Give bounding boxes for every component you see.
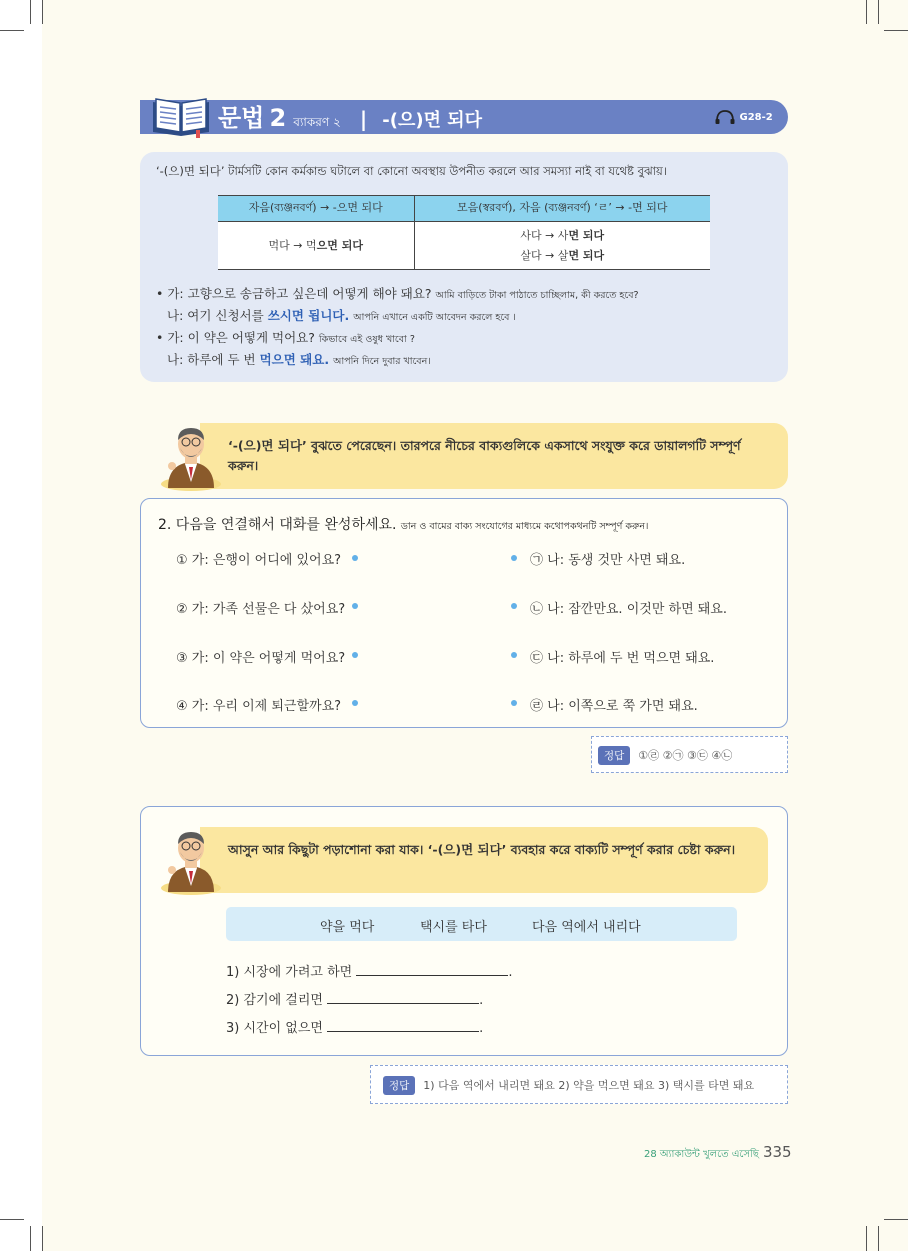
grammar-bn-label: ব্যাকরণ ২ bbox=[293, 115, 341, 129]
right-connector-dot[interactable] bbox=[511, 555, 517, 561]
left-item: ③ 가: 이 약은 어떻게 먹어요? bbox=[176, 651, 346, 666]
answer-box bbox=[591, 736, 788, 773]
word-bank-item: 다음 역에서 내리다 bbox=[532, 920, 641, 935]
answer-box bbox=[370, 1065, 788, 1104]
right-item: ㉡ 나: 잠깐만요. 이것만 하면 돼요. bbox=[530, 602, 728, 617]
left-connector-dot[interactable] bbox=[352, 652, 358, 658]
fill-item: 3) 시간이 없으면 . bbox=[226, 1021, 484, 1036]
crop-mark bbox=[0, 30, 24, 31]
crop-mark bbox=[884, 1219, 908, 1220]
fill-item: 2) 감기에 걸리면 . bbox=[226, 993, 484, 1008]
answer-text: 1) 다음 역에서 내리면 돼요 2) 약을 먹으면 돼요 3) 택시를 타면 돼요 bbox=[423, 1079, 755, 1092]
right-item: ㉣ 나: 이쪽으로 쭉 가면 돼요. bbox=[530, 699, 698, 714]
crop-mark bbox=[878, 1226, 879, 1251]
left-item: ④ 가: 우리 이제 퇴근할까요? bbox=[176, 699, 342, 714]
page-number: 335 bbox=[762, 1143, 792, 1161]
answer-tag: 정답 bbox=[598, 746, 630, 765]
example-line: 나: 하루에 두 번 먹으면 돼요. আপনি দিনে দুবার খাবেন। bbox=[167, 352, 431, 367]
grammar-label: 문법 bbox=[218, 104, 265, 132]
audio-code: G28-2 bbox=[739, 112, 773, 123]
audio-track[interactable] bbox=[714, 108, 773, 128]
example-line: • 가: 이 약은 어떻게 먹어요? কিভাবে এই ওষুধ খাবো ? bbox=[156, 330, 415, 345]
teacher-icon bbox=[158, 420, 224, 492]
table-header: 자음(ব্যঞ্জনবর্ণ) → -으면 되다 bbox=[218, 196, 414, 222]
left-connector-dot[interactable] bbox=[352, 555, 358, 561]
answer-blank[interactable] bbox=[356, 964, 508, 976]
fill-item: 1) 시장에 가려고 하면 . bbox=[226, 965, 513, 980]
crop-mark bbox=[42, 0, 43, 24]
table-header: 모음(স্বরবর্ণ), 자음 (ব্যঞ্জনবর্ণ) ‘ㄹ’ → -면 되다 bbox=[414, 196, 710, 222]
answer-blank[interactable] bbox=[327, 1020, 479, 1032]
book-icon bbox=[150, 94, 212, 138]
example-line: • 가: 고향으로 송금하고 싶은데 어떻게 해야 돼요? আমি বাড়িতে টাকা পাঠাতে চাচ্ছিলাম, কী করতে হবে? bbox=[156, 286, 639, 301]
headphones-icon bbox=[714, 109, 736, 125]
exercise-title: 2. 다음을 연결해서 대화를 완성하세요. ডান ও বামের বাক্য সংযোগের মাধ্যমে কথোপকথনটি সম্পূর্ণ করুন। bbox=[158, 517, 649, 533]
crop-mark bbox=[866, 0, 867, 24]
instruction-bubble bbox=[200, 827, 768, 893]
grammar-title bbox=[218, 101, 482, 135]
right-connector-dot[interactable] bbox=[511, 603, 517, 609]
right-connector-dot[interactable] bbox=[511, 700, 517, 706]
page-footer bbox=[644, 1142, 792, 1164]
left-connector-dot[interactable] bbox=[352, 700, 358, 706]
grammar-number: 2 bbox=[269, 104, 287, 132]
grammar-pattern: -(으)면 되다 bbox=[382, 110, 483, 131]
table-cell: 먹다 → 먹으면 되다 bbox=[218, 222, 414, 270]
lesson-title: 28 অ্যাকাউন্ট খুলতে এসেছি bbox=[644, 1149, 759, 1160]
left-item: ① 가: 은행이 어디에 있어요? bbox=[176, 553, 342, 568]
answer-blank[interactable] bbox=[327, 992, 479, 1004]
instruction-text: আসুন আর কিছুটা পড়াশোনা করা যাক। ‘-(으)면 되다’ ব্যবহার করে বাক্যটি সম্পূর্ণ করার চেষ্টা করুন। bbox=[228, 842, 736, 857]
crop-mark bbox=[30, 0, 31, 24]
crop-mark bbox=[866, 1226, 867, 1251]
teacher-icon bbox=[158, 824, 224, 896]
left-connector-dot[interactable] bbox=[352, 603, 358, 609]
crop-mark bbox=[0, 1219, 24, 1220]
grammar-description: ‘-(으)면 되다’ টার্মসটি কোন কর্মকান্ড ঘটালে বা কোনো অবস্থায় উপনীত করলে আর সমস্যা নাই বা যথেষ্ট বুঝায়। bbox=[156, 164, 667, 178]
answer-tag: 정답 bbox=[383, 1076, 415, 1095]
instruction-text: ‘-(으)면 되다’ বুঝতে পেরেছেন। তারপরে নীচের বাক্যগুলিকে একসাথে সংযুক্ত করে ডায়ালগটি সম্পূর্ণ করুন। bbox=[228, 438, 741, 473]
conjugation-table bbox=[218, 195, 710, 270]
grammar-separator: | bbox=[359, 107, 368, 131]
table-cell: 사다 → 사면 되다 살다 → 살면 되다 bbox=[414, 222, 710, 270]
right-item: ㉠ 나: 동생 것만 사면 돼요. bbox=[530, 553, 686, 568]
left-item: ② 가: 가족 선물은 다 샀어요? bbox=[176, 602, 346, 617]
answer-text: ①㉣ ②㉠ ③㉢ ④㉡ bbox=[638, 749, 733, 762]
crop-mark bbox=[42, 1226, 43, 1251]
example-line: 나: 여기 신청서를 쓰시면 됩니다. আপনি এখানে একটি আবেদন করলে হবে । bbox=[167, 308, 516, 323]
crop-mark bbox=[30, 1226, 31, 1251]
right-connector-dot[interactable] bbox=[511, 652, 517, 658]
word-bank-item: 택시를 타다 bbox=[420, 920, 487, 935]
right-item: ㉢ 나: 하루에 두 번 먹으면 돼요. bbox=[530, 651, 715, 666]
crop-mark bbox=[884, 30, 908, 31]
crop-mark bbox=[878, 0, 879, 24]
word-bank-item: 약을 먹다 bbox=[320, 920, 375, 935]
